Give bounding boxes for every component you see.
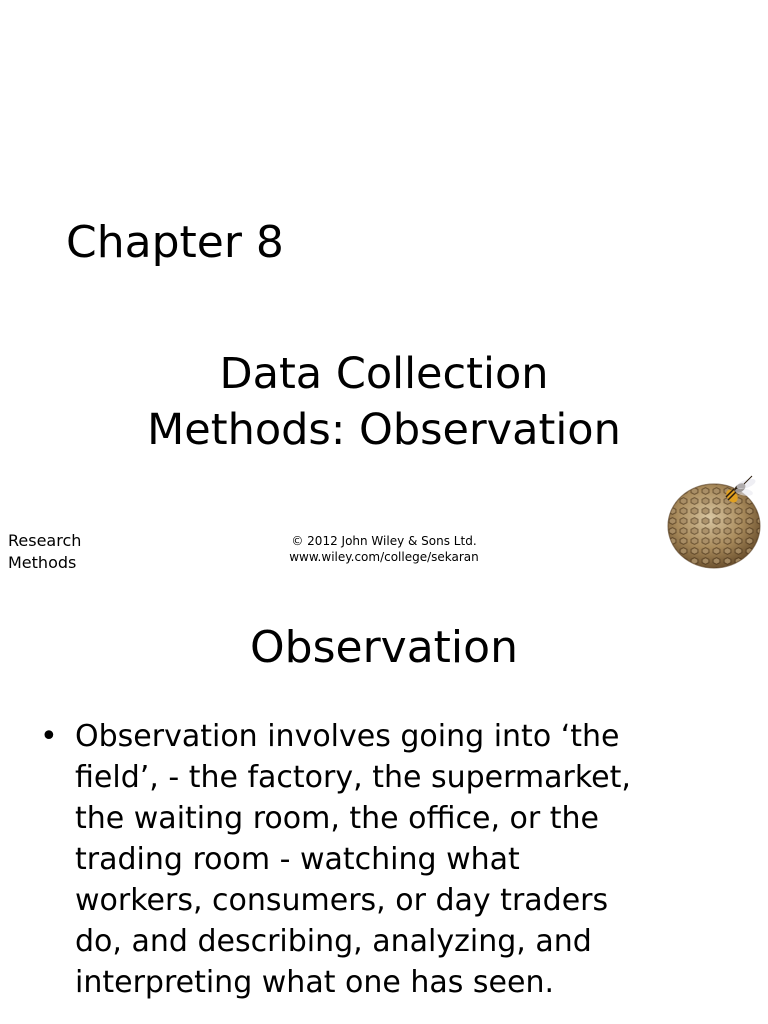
website-line: www.wiley.com/college/sekaran	[289, 550, 479, 564]
bullet-line: do, and describing, analyzing, and	[75, 924, 592, 959]
course-label-line-2: Methods	[8, 553, 77, 572]
slide-heading: Observation	[250, 622, 518, 673]
slide-title-line-1: Data Collection	[219, 349, 549, 399]
copyright-notice	[234, 533, 534, 565]
slide-title-line-2: Methods: Observation	[147, 405, 621, 455]
bullet-line: trading room - watching what	[75, 842, 520, 877]
bullet-line: Observation involves going into ‘the	[75, 719, 620, 754]
bullet-line: field’, - the factory, the supermarket,	[75, 760, 631, 795]
content-slide	[0, 590, 768, 1024]
slide-title	[0, 346, 768, 458]
bullet-line: the waiting room, the office, or the	[75, 801, 600, 836]
bullet-line: interpreting what one has seen.	[75, 965, 555, 1000]
course-label-line-1: Research	[8, 531, 82, 550]
bullet-text	[75, 716, 725, 1003]
bullet-line: workers, consumers, or day traders	[75, 883, 609, 918]
chapter-heading: Chapter 8	[66, 217, 284, 268]
bullet-icon: •	[40, 719, 58, 754]
copyright-line: © 2012 John Wiley & Sons Ltd.	[291, 534, 477, 548]
wasp-nest-image	[656, 466, 768, 576]
course-label	[8, 530, 81, 574]
